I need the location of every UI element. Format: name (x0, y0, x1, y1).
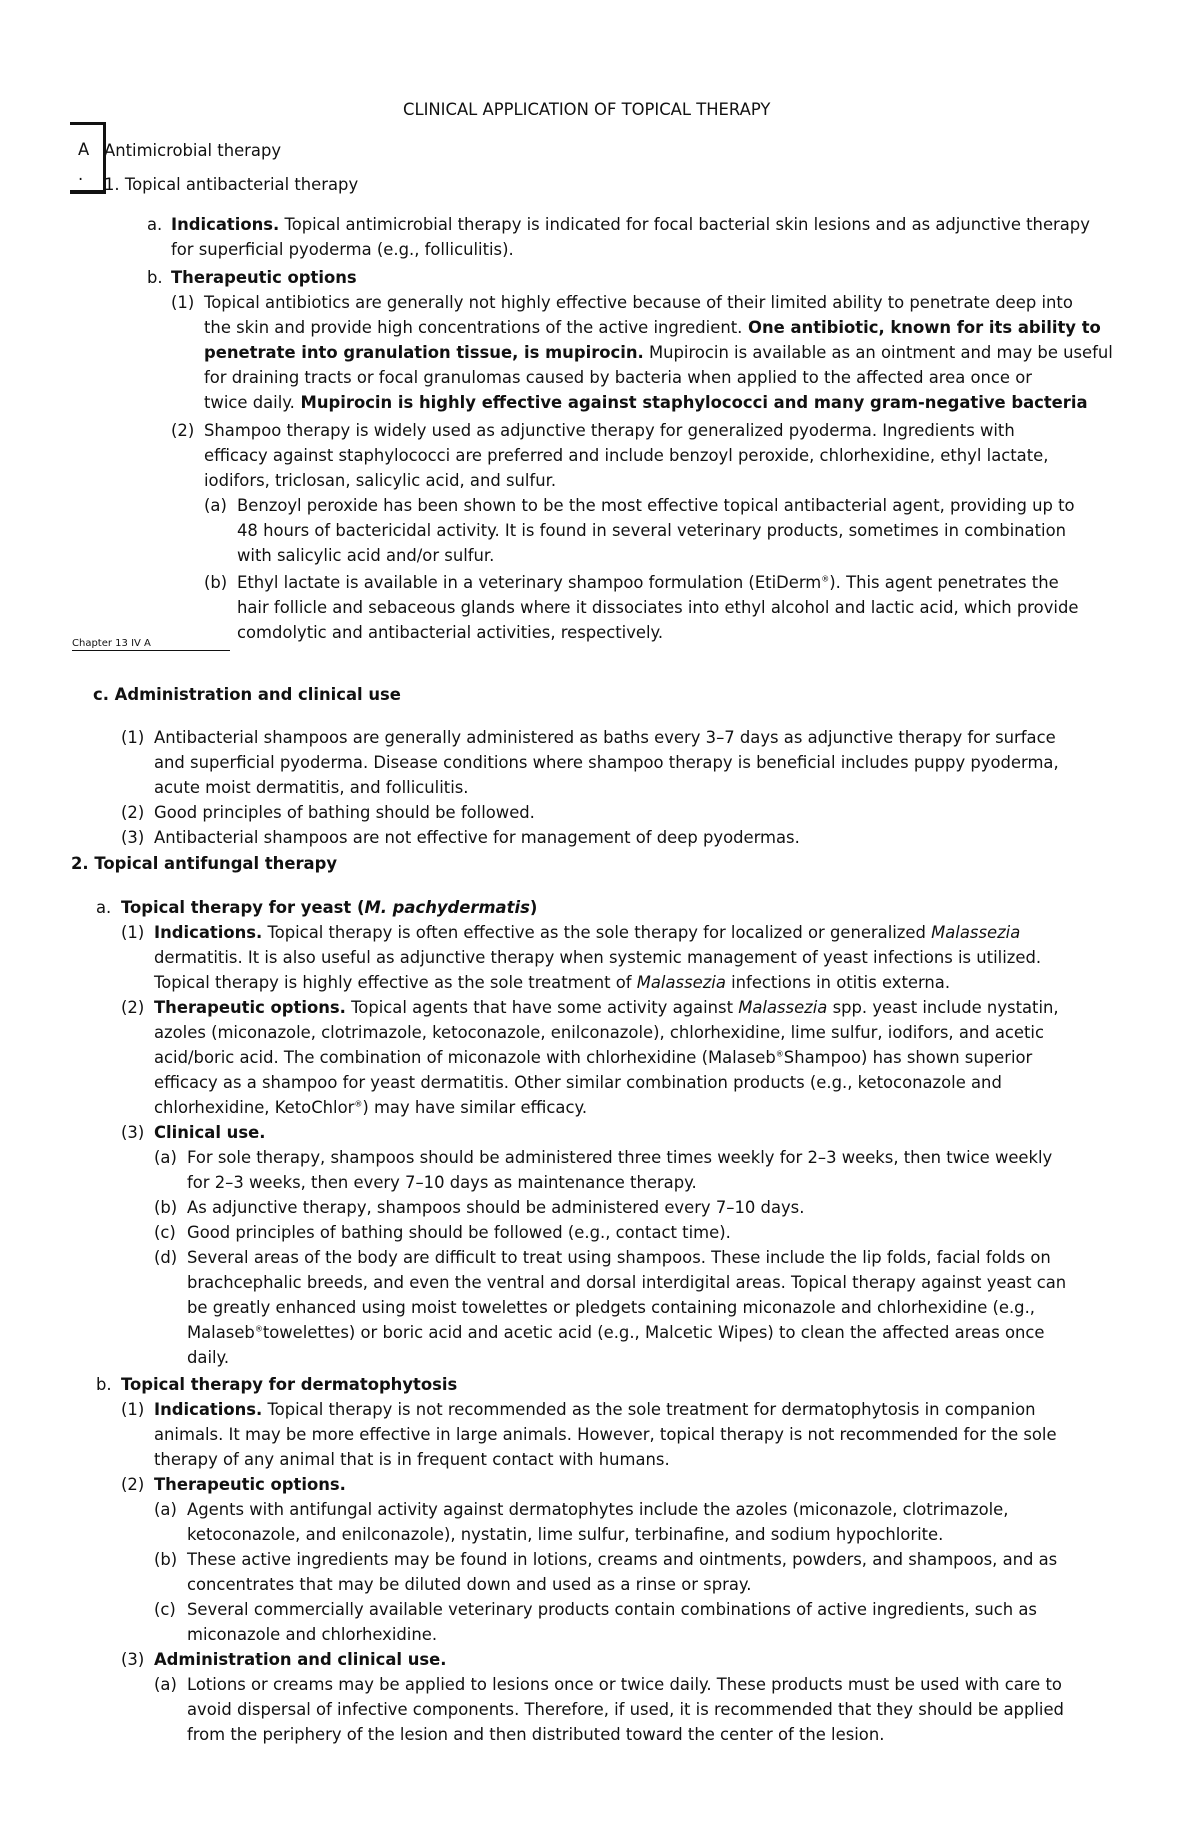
run-text: ) (529, 898, 538, 917)
item-number: a. (147, 215, 163, 234)
paragraph-line: Antibacterial shampoos are generally administered as baths every 3–7 days as adjunctive therapy for surface (154, 728, 1056, 747)
paragraph-line: These active ingredients may be found in lotions, creams and ointments, powders, and shampoos, and as (187, 1550, 1058, 1569)
run-text: chlorhexidine, KetoChlor (154, 1098, 355, 1117)
run-text: spp. yeast include nystatin, (827, 998, 1059, 1017)
run-text: Topical therapy is not recommended as the sole treatment for dermatophytosis in companion (262, 1400, 1036, 1419)
paragraph-line (154, 1095, 587, 1120)
run-italic: Malassezia (738, 998, 828, 1017)
section-marker-dot: . (78, 165, 84, 184)
registered-mark: ® (354, 1099, 363, 1109)
item-number: b. (147, 268, 163, 287)
paragraph-line: animals. It may be more effective in large animals. However, topical therapy is not recommended for the sole (154, 1425, 1057, 1444)
item-number: a. (96, 898, 112, 917)
item-number: (2) (171, 421, 195, 440)
item-number: (2) (121, 1475, 145, 1494)
item-number: (a) (154, 1148, 177, 1167)
paragraph-line: concentrates that may be diluted down and used as a rinse or spray. (187, 1575, 752, 1594)
run-label: Indications. (171, 215, 280, 234)
item-number: (c) (154, 1600, 176, 1619)
run-text: Topical therapy is highly effective as the sole treatment of (154, 973, 637, 992)
run-label: Therapeutic options. (154, 998, 346, 1017)
paragraph-line: for draining tracts or focal granulomas caused by bacteria when applied to the affected area once or (204, 368, 1032, 387)
paragraph-line (154, 920, 1020, 945)
paragraph-line (154, 1045, 1032, 1070)
item-number: (2) (121, 803, 145, 822)
run-text: Shampoo) has shown superior (783, 1048, 1033, 1067)
item-heading: Therapeutic options (171, 268, 357, 287)
paragraph-line: Good principles of bathing should be followed. (154, 803, 535, 822)
paragraph-line: Topical antibiotics are generally not highly effective because of their limited ability to penetrate deep into (204, 293, 1073, 312)
item-heading: c. Administration and clinical use (93, 685, 401, 704)
item-number: (3) (121, 1650, 145, 1669)
paragraph-line: dermatitis. It is also useful as adjunctive therapy when systemic management of yeast infections is utilized. (154, 948, 1042, 967)
subsection-heading-antibacterial: 1. Topical antibacterial therapy (104, 175, 359, 194)
paragraph-line: miconazole and chlorhexidine. (187, 1625, 438, 1644)
run-text: ). This agent penetrates the (829, 573, 1059, 592)
run-italic: Malassezia (931, 923, 1021, 942)
paragraph-line: For sole therapy, shampoos should be administered three times weekly for 2–3 weeks, then twice weekly (187, 1148, 1053, 1167)
paragraph-line (154, 970, 950, 995)
paragraph-line (171, 212, 1090, 237)
item-number: (3) (121, 828, 145, 847)
item-number: (1) (171, 293, 195, 312)
paragraph-line: comdolytic and antibacterial activities, respectively. (237, 623, 664, 642)
item-number: (c) (154, 1223, 176, 1242)
run-text: Topical therapy for yeast ( (121, 898, 365, 917)
run-text: acid/boric acid. The combination of miconazole with chlorhexidine (Malaseb (154, 1048, 776, 1067)
paragraph-line (154, 1397, 1036, 1422)
section-heading-antimicrobial: Antimicrobial therapy (104, 141, 282, 160)
paragraph-line: be greatly enhanced using moist towelettes or pledgets containing miconazole and chlorhexidine (e.g., (187, 1298, 1036, 1317)
run-text: Malaseb (187, 1323, 255, 1342)
item-number: (a) (204, 496, 227, 515)
paragraph-line: Good principles of bathing should be followed (e.g., contact time). (187, 1223, 731, 1242)
item-heading: Topical therapy for dermatophytosis (121, 1375, 458, 1394)
paragraph-line: brachcephalic breeds, and even the ventral and dorsal interdigital areas. Topical therapy against yeast can (187, 1273, 1067, 1292)
item-number: b. (96, 1375, 112, 1394)
run-bold: Mupirocin is highly effective against staphylococci and many gram-negative bacteria (294, 393, 1088, 412)
paragraph-line: efficacy against staphylococci are preferred and include benzoyl peroxide, chlorhexidine, ethyl lactate, (204, 446, 1049, 465)
registered-mark: ® (775, 1049, 784, 1059)
paragraph-line (237, 570, 1059, 595)
item-heading: Clinical use. (154, 1123, 266, 1142)
subsection-heading-antifungal: 2. Topical antifungal therapy (71, 854, 338, 873)
item-number: (b) (154, 1550, 178, 1569)
run-text: Topical therapy is often effective as the sole therapy for localized or generalized (262, 923, 932, 942)
paragraph-line: Lotions or creams may be applied to lesions once or twice daily. These products must be used with care to (187, 1675, 1062, 1694)
paragraph-line: avoid dispersal of infective components. Therefore, if used, it is recommended that they should be applied (187, 1700, 1064, 1719)
paragraph-line: azoles (miconazole, clotrimazole, ketoconazole, enilconazole), chlorhexidine, lime sulfur, iodifors, and acetic (154, 1023, 1044, 1042)
item-number: (d) (154, 1248, 178, 1267)
paragraph-line: Several areas of the body are difficult to treat using shampoos. These include the lip folds, facial folds on (187, 1248, 1051, 1267)
item-number: (a) (154, 1500, 177, 1519)
run-text: Mupirocin is available as an ointment and may be useful (643, 343, 1113, 362)
paragraph-line: for superficial pyoderma (e.g., folliculitis). (171, 240, 514, 259)
chapter-note: Chapter 13 IV A (72, 637, 230, 651)
item-heading: Administration and clinical use. (154, 1650, 447, 1669)
item-heading (121, 895, 537, 920)
item-number: (b) (204, 573, 228, 592)
run-bold: One antibiotic, known for its ability to (742, 318, 1101, 337)
paragraph-line (187, 1320, 1044, 1345)
run-text: Topical antimicrobial therapy is indicated for focal bacterial skin lesions and as adjunctive therapy (279, 215, 1090, 234)
paragraph-line: As adjunctive therapy, shampoos should be administered every 7–10 days. (187, 1198, 805, 1217)
paragraph-line: acute moist dermatitis, and folliculitis. (154, 778, 469, 797)
page-title: CLINICAL APPLICATION OF TOPICAL THERAPY (403, 100, 771, 119)
paragraph-line: iodifors, triclosan, salicylic acid, and sulfur. (204, 471, 557, 490)
run-label: Indications. (154, 1400, 263, 1419)
paragraph-line: Benzoyl peroxide has been shown to be the most effective topical antibacterial agent, providing up to (237, 496, 1075, 515)
paragraph-line: from the periphery of the lesion and then distributed toward the center of the lesion. (187, 1725, 885, 1744)
paragraph-line (204, 390, 1088, 415)
run-text: towelettes) or boric acid and acetic acid (e.g., Malcetic Wipes) to clean the affected areas once (262, 1323, 1045, 1342)
item-number: (1) (121, 1400, 145, 1419)
run-italic: M. pachydermatis (364, 898, 530, 917)
paragraph-line (204, 315, 1101, 340)
item-number: (a) (154, 1675, 177, 1694)
item-number: (1) (121, 728, 145, 747)
paragraph-line: 48 hours of bactericidal activity. It is found in several veterinary products, sometimes in combination (237, 521, 1066, 540)
section-marker: A (78, 140, 90, 159)
paragraph-line: Antibacterial shampoos are not effective for management of deep pyodermas. (154, 828, 800, 847)
run-text: twice daily. (204, 393, 295, 412)
paragraph-line: Agents with antifungal activity against dermatophytes include the azoles (miconazole, clotrimazole, (187, 1500, 1009, 1519)
run-text: the skin and provide high concentrations of the active ingredient. (204, 318, 743, 337)
run-text: infections in otitis externa. (725, 973, 951, 992)
run-text: Topical agents that have some activity against (345, 998, 739, 1017)
item-number: (2) (121, 998, 145, 1017)
paragraph-line: hair follicle and sebaceous glands where it dissociates into ethyl alcohol and lactic acid, which provide (237, 598, 1079, 617)
paragraph-line (204, 340, 1113, 365)
registered-mark: ® (821, 574, 830, 584)
paragraph-line: Shampoo therapy is widely used as adjunctive therapy for generalized pyoderma. Ingredients with (204, 421, 1015, 440)
item-number: (b) (154, 1198, 178, 1217)
registered-mark: ® (254, 1324, 263, 1334)
paragraph-line: ketoconazole, and enilconazole), nystatin, lime sulfur, terbinafine, and sodium hypochlorite. (187, 1525, 944, 1544)
run-label: Indications. (154, 923, 263, 942)
paragraph-line: and superficial pyoderma. Disease conditions where shampoo therapy is beneficial includes puppy pyoderma, (154, 753, 1059, 772)
item-number: (1) (121, 923, 145, 942)
paragraph-line: therapy of any animal that is in frequent contact with humans. (154, 1450, 670, 1469)
paragraph-line: efficacy as a shampoo for yeast dermatitis. Other similar combination products (e.g., ketoconazole and (154, 1073, 1002, 1092)
run-bold: penetrate into granulation tissue, is mupirocin. (204, 343, 644, 362)
run-italic: Malassezia (636, 973, 726, 992)
paragraph-line (154, 995, 1059, 1020)
paragraph-line: daily. (187, 1348, 230, 1367)
paragraph-line: for 2–3 weeks, then every 7–10 days as maintenance therapy. (187, 1173, 697, 1192)
item-number: (3) (121, 1123, 145, 1142)
paragraph-line: with salicylic acid and/or sulfur. (237, 546, 495, 565)
item-heading: Therapeutic options. (154, 1475, 346, 1494)
run-text: ) may have similar efficacy. (362, 1098, 588, 1117)
run-text: Ethyl lactate is available in a veterinary shampoo formulation (EtiDerm (237, 573, 822, 592)
paragraph-line: Several commercially available veterinary products contain combinations of active ingredients, such as (187, 1600, 1037, 1619)
